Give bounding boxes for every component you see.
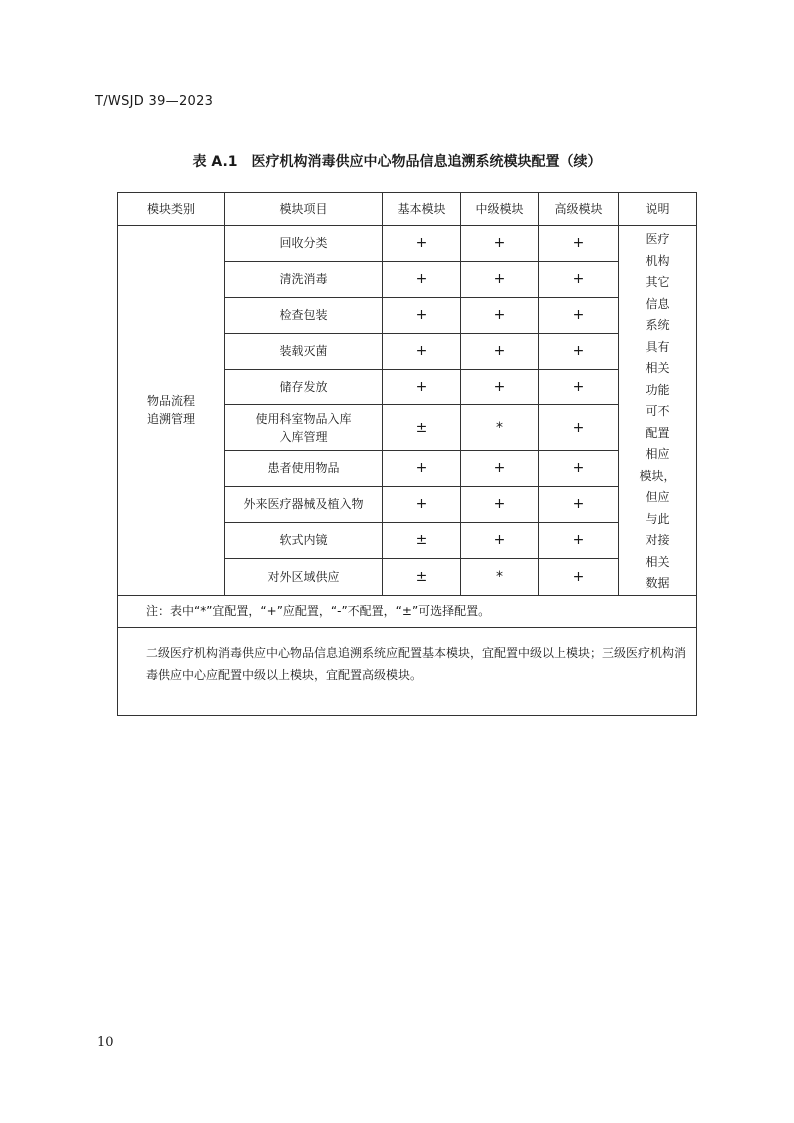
adv-cell: + xyxy=(539,297,619,333)
description-cell xyxy=(619,226,697,596)
desc-line: 与此 xyxy=(645,511,670,526)
item-cell: 外来医疗器械及植入物 xyxy=(225,486,383,522)
basic-cell: + xyxy=(383,369,461,405)
mid-cell: + xyxy=(461,261,539,297)
col-header-basic: 基本模块 xyxy=(383,193,461,226)
document-code: T/WSJD 39—2023 xyxy=(95,94,214,109)
basic-cell: ± xyxy=(383,405,461,450)
desc-line: 数据 xyxy=(645,576,670,590)
basic-cell: ± xyxy=(383,522,461,558)
adv-cell: + xyxy=(539,558,619,595)
basic-cell: + xyxy=(383,226,461,262)
mid-cell: + xyxy=(461,333,539,369)
item-cell: 患者使用物品 xyxy=(225,450,383,486)
item-cell: 软式内镜 xyxy=(225,522,383,558)
desc-line: 系统 xyxy=(645,318,670,332)
desc-line: 医疗 xyxy=(645,232,670,246)
adv-cell: + xyxy=(539,226,619,262)
basic-cell: + xyxy=(383,486,461,522)
table-row xyxy=(118,226,697,262)
desc-line: 可不 xyxy=(645,404,670,418)
col-header-category: 模块类别 xyxy=(118,193,225,226)
desc-line: 配置 xyxy=(645,425,670,440)
basic-cell: ± xyxy=(383,558,461,595)
adv-cell: + xyxy=(539,450,619,486)
item-cell: 储存发放 xyxy=(225,369,383,405)
desc-line: 对接 xyxy=(645,533,670,547)
mid-cell: * xyxy=(461,405,539,450)
item-cell: 回收分类 xyxy=(225,226,383,262)
mid-cell: + xyxy=(461,450,539,486)
category-line: 物品流程 xyxy=(146,394,195,409)
desc-line: 相应 xyxy=(645,447,670,461)
adv-cell: + xyxy=(539,261,619,297)
page-number: 10 xyxy=(97,1035,114,1050)
table-title: 表 A.1 医疗机构消毒供应中心物品信息追溯系统模块配置（续） xyxy=(192,154,602,170)
item-cell: 对外区域供应 xyxy=(225,558,383,595)
header-row xyxy=(118,193,697,226)
item-cell: 清洗消毒 xyxy=(225,261,383,297)
adv-cell: + xyxy=(539,333,619,369)
table-note: 注：表中“*”宜配置，“+”应配置，“-”不配置，“±”可选择配置。 xyxy=(118,595,697,627)
mid-cell: + xyxy=(461,486,539,522)
module-config-table xyxy=(117,192,697,716)
desc-line: 相关 xyxy=(645,361,670,375)
item-line: 使用科室物品入库 xyxy=(255,411,352,426)
adv-cell: + xyxy=(539,405,619,450)
desc-line: 具有 xyxy=(645,339,670,354)
adv-cell: + xyxy=(539,369,619,405)
desc-line: 其它 xyxy=(645,275,670,289)
col-header-adv: 高级模块 xyxy=(539,193,619,226)
mid-cell: + xyxy=(461,297,539,333)
adv-cell: + xyxy=(539,522,619,558)
mid-cell: + xyxy=(461,369,539,405)
category-cell xyxy=(118,226,225,596)
mid-cell: + xyxy=(461,522,539,558)
basic-cell: + xyxy=(383,450,461,486)
mid-cell: + xyxy=(461,226,539,262)
col-header-mid: 中级模块 xyxy=(461,193,539,226)
item-cell: 检查包装 xyxy=(225,297,383,333)
desc-line: 但应 xyxy=(645,490,670,504)
desc-line: 模块， xyxy=(639,468,676,483)
table-paragraph: 二级医疗机构消毒供应中心物品信息追溯系统应配置基本模块，宜配置中级以上模块；三级医疗机构消毒供应中心应配置中级以上模块，宜配置高级模块。 xyxy=(118,627,697,715)
item-cell xyxy=(225,405,383,450)
desc-line: 相关 xyxy=(645,554,670,569)
item-line: 入库管理 xyxy=(279,429,328,444)
note-row xyxy=(118,595,697,627)
basic-cell: + xyxy=(383,261,461,297)
col-header-item: 模块项目 xyxy=(225,193,383,226)
basic-cell: + xyxy=(383,297,461,333)
mid-cell: * xyxy=(461,558,539,595)
item-cell: 装载灭菌 xyxy=(225,333,383,369)
col-header-desc: 说明 xyxy=(619,193,697,226)
basic-cell: + xyxy=(383,333,461,369)
adv-cell: + xyxy=(539,486,619,522)
paragraph-row xyxy=(118,627,697,715)
desc-line: 信息 xyxy=(645,296,670,311)
category-line: 追溯管理 xyxy=(146,412,195,427)
desc-line: 机构 xyxy=(645,253,670,268)
desc-line: 功能 xyxy=(645,382,670,397)
